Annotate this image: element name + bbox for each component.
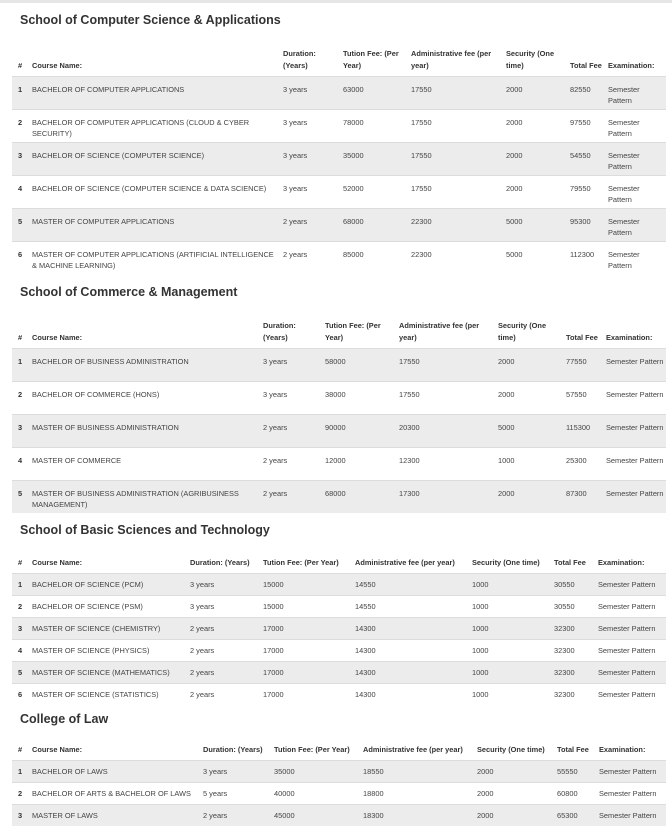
course-name: MASTER OF COMPUTER APPLICATIONS	[30, 208, 281, 241]
section-title: School of Basic Sciences and Technology	[20, 523, 270, 537]
total-fee: 32300	[552, 683, 596, 705]
course-name: BACHELOR OF SCIENCE (PSM)	[30, 595, 188, 617]
header-total-fee: Total Fee	[557, 744, 589, 754]
header-number: #	[18, 744, 23, 754]
security-fee: 2000	[504, 175, 568, 208]
course-name: BACHELOR OF COMMERCE (HONS)	[30, 381, 261, 414]
table-row	[12, 175, 666, 208]
security-fee: 2000	[504, 109, 568, 142]
examination: Semester Pattern	[596, 573, 666, 595]
table-row	[12, 639, 666, 661]
duration: 3 years	[281, 175, 341, 208]
section-title: School of Computer Science & Applications	[20, 13, 281, 27]
security-fee: 5000	[496, 414, 564, 447]
total-fee: 32300	[552, 617, 596, 639]
header-tuition-fee: Tution Fee: (Per Year)	[263, 557, 339, 567]
admin-fee: 14300	[353, 683, 470, 705]
total-fee: 57550	[564, 381, 604, 414]
header-examination: Examination:	[608, 60, 655, 70]
header-course-name: Course Name:	[32, 557, 83, 567]
tuition-fee: 15000	[261, 595, 353, 617]
row-number: 3	[12, 142, 30, 175]
admin-fee: 14300	[353, 617, 470, 639]
security-fee: 2000	[504, 142, 568, 175]
header-security: Security (One time)	[498, 320, 547, 342]
top-divider	[0, 0, 672, 3]
fee-table	[12, 556, 666, 705]
total-fee: 25300	[564, 447, 604, 480]
table-header-row	[12, 318, 666, 348]
table-row	[12, 241, 666, 274]
course-name: BACHELOR OF SCIENCE (COMPUTER SCIENCE)	[30, 142, 281, 175]
total-fee: 54550	[568, 142, 606, 175]
security-fee: 2000	[504, 76, 568, 109]
examination: Semester Pattern	[597, 804, 666, 826]
security-fee: 2000	[496, 348, 564, 381]
row-number: 3	[12, 804, 30, 826]
row-number: 2	[12, 595, 30, 617]
section-title: College of Law	[20, 712, 109, 726]
header-duration: Duration: (Years)	[203, 744, 263, 754]
admin-fee: 14300	[353, 661, 470, 683]
total-fee: 97550	[568, 109, 606, 142]
header-number: #	[18, 60, 23, 70]
tuition-fee: 40000	[272, 782, 361, 804]
total-fee: 32300	[552, 639, 596, 661]
table-row	[12, 661, 666, 683]
table-row	[12, 617, 666, 639]
duration: 2 years	[261, 414, 323, 447]
total-fee: 55550	[555, 760, 597, 782]
total-fee: 65300	[555, 804, 597, 826]
row-number: 1	[12, 76, 30, 109]
fee-table	[12, 743, 666, 826]
tuition-fee: 17000	[261, 639, 353, 661]
examination: Semester Pattern	[604, 348, 666, 381]
tuition-fee: 58000	[323, 348, 397, 381]
examination: Semester Pattern	[606, 142, 666, 175]
row-number: 2	[12, 381, 30, 414]
admin-fee: 17300	[397, 480, 496, 513]
duration: 3 years	[281, 109, 341, 142]
table-row	[12, 414, 666, 447]
duration: 3 years	[201, 760, 272, 782]
examination: Semester Pattern	[606, 241, 666, 274]
security-fee: 1000	[470, 639, 552, 661]
header-duration: Duration: (Years)	[283, 48, 316, 70]
header-course-name: Course Name:	[32, 60, 83, 70]
security-fee: 2000	[496, 381, 564, 414]
table-row	[12, 595, 666, 617]
security-fee: 2000	[475, 782, 555, 804]
duration: 2 years	[261, 447, 323, 480]
admin-fee: 17550	[409, 76, 504, 109]
course-name: MASTER OF SCIENCE (PHYSICS)	[30, 639, 188, 661]
header-security: Security (One time)	[506, 48, 555, 70]
table-row	[12, 683, 666, 705]
course-name: BACHELOR OF COMPUTER APPLICATIONS (CLOUD & CYBER SECURITY)	[30, 109, 281, 142]
row-number: 5	[12, 208, 30, 241]
tuition-fee: 17000	[261, 617, 353, 639]
course-name: MASTER OF LAWS	[30, 804, 201, 826]
tuition-fee: 17000	[261, 683, 353, 705]
fee-table	[12, 318, 666, 513]
table-row	[12, 760, 666, 782]
header-admin-fee: Administrative fee (per year)	[355, 557, 455, 567]
examination: Semester Pattern	[604, 480, 666, 513]
duration: 2 years	[188, 661, 261, 683]
course-name: MASTER OF COMMERCE	[30, 447, 261, 480]
security-fee: 1000	[496, 447, 564, 480]
header-examination: Examination:	[599, 744, 646, 754]
admin-fee: 22300	[409, 208, 504, 241]
row-number: 1	[12, 573, 30, 595]
table-row	[12, 480, 666, 513]
duration: 2 years	[188, 683, 261, 705]
course-name: MASTER OF BUSINESS ADMINISTRATION (AGRIBUSINESS MANAGEMENT)	[30, 480, 261, 513]
table-row	[12, 208, 666, 241]
header-course-name: Course Name:	[32, 744, 83, 754]
table-row	[12, 573, 666, 595]
security-fee: 1000	[470, 573, 552, 595]
admin-fee: 17550	[409, 142, 504, 175]
examination: Semester Pattern	[596, 683, 666, 705]
header-course-name: Course Name:	[32, 332, 83, 342]
total-fee: 87300	[564, 480, 604, 513]
admin-fee: 18300	[361, 804, 475, 826]
total-fee: 60800	[555, 782, 597, 804]
header-examination: Examination:	[606, 332, 653, 342]
security-fee: 2000	[475, 760, 555, 782]
row-number: 2	[12, 109, 30, 142]
duration: 3 years	[188, 595, 261, 617]
security-fee: 2000	[475, 804, 555, 826]
row-number: 3	[12, 617, 30, 639]
header-duration: Duration: (Years)	[263, 320, 296, 342]
tuition-fee: 35000	[341, 142, 409, 175]
header-duration: Duration: (Years)	[190, 557, 250, 567]
examination: Semester Pattern	[596, 639, 666, 661]
header-security: Security (One time)	[472, 557, 540, 567]
header-admin-fee: Administrative fee (per year)	[363, 744, 463, 754]
total-fee: 30550	[552, 595, 596, 617]
examination: Semester Pattern	[596, 617, 666, 639]
total-fee: 82550	[568, 76, 606, 109]
course-name: BACHELOR OF SCIENCE (COMPUTER SCIENCE & DATA SCIENCE)	[30, 175, 281, 208]
security-fee: 5000	[504, 241, 568, 274]
examination: Semester Pattern	[597, 782, 666, 804]
total-fee: 95300	[568, 208, 606, 241]
table-row	[12, 348, 666, 381]
header-total-fee: Total Fee	[554, 557, 586, 567]
security-fee: 1000	[470, 617, 552, 639]
section-title: School of Commerce & Management	[20, 285, 238, 299]
course-name: MASTER OF COMPUTER APPLICATIONS (ARTIFICIAL INTELLIGENCE & MACHINE LEARNING)	[30, 241, 281, 274]
fee-table	[12, 46, 666, 274]
tuition-fee: 17000	[261, 661, 353, 683]
admin-fee: 14550	[353, 573, 470, 595]
table-row	[12, 76, 666, 109]
course-name: MASTER OF BUSINESS ADMINISTRATION	[30, 414, 261, 447]
security-fee: 2000	[496, 480, 564, 513]
tuition-fee: 68000	[341, 208, 409, 241]
admin-fee: 18800	[361, 782, 475, 804]
row-number: 4	[12, 639, 30, 661]
admin-fee: 17550	[397, 381, 496, 414]
admin-fee: 14300	[353, 639, 470, 661]
tuition-fee: 45000	[272, 804, 361, 826]
examination: Semester Pattern	[604, 381, 666, 414]
total-fee: 79550	[568, 175, 606, 208]
total-fee: 115300	[564, 414, 604, 447]
header-total-fee: Total Fee	[566, 332, 598, 342]
table-header-row	[12, 46, 666, 76]
row-number: 6	[12, 241, 30, 274]
tuition-fee: 90000	[323, 414, 397, 447]
admin-fee: 18550	[361, 760, 475, 782]
header-admin-fee: Administrative fee (per year)	[399, 320, 480, 342]
tuition-fee: 85000	[341, 241, 409, 274]
course-name: MASTER OF SCIENCE (CHEMISTRY)	[30, 617, 188, 639]
course-name: MASTER OF SCIENCE (STATISTICS)	[30, 683, 188, 705]
tuition-fee: 12000	[323, 447, 397, 480]
tuition-fee: 52000	[341, 175, 409, 208]
tuition-fee: 68000	[323, 480, 397, 513]
duration: 2 years	[281, 208, 341, 241]
table-row	[12, 447, 666, 480]
table-row	[12, 381, 666, 414]
course-name: BACHELOR OF LAWS	[30, 760, 201, 782]
row-number: 4	[12, 447, 30, 480]
header-tuition-fee: Tution Fee: (Per Year)	[343, 48, 399, 70]
admin-fee: 22300	[409, 241, 504, 274]
admin-fee: 17550	[397, 348, 496, 381]
duration: 2 years	[281, 241, 341, 274]
duration: 3 years	[261, 348, 323, 381]
duration: 2 years	[201, 804, 272, 826]
row-number: 3	[12, 414, 30, 447]
course-name: BACHELOR OF SCIENCE (PCM)	[30, 573, 188, 595]
total-fee: 32300	[552, 661, 596, 683]
row-number: 1	[12, 760, 30, 782]
tuition-fee: 63000	[341, 76, 409, 109]
security-fee: 1000	[470, 595, 552, 617]
admin-fee: 14550	[353, 595, 470, 617]
examination: Semester Pattern	[606, 208, 666, 241]
header-number: #	[18, 557, 23, 567]
header-number: #	[18, 332, 23, 342]
table-row	[12, 804, 666, 826]
admin-fee: 20300	[397, 414, 496, 447]
examination: Semester Pattern	[606, 175, 666, 208]
row-number: 5	[12, 661, 30, 683]
course-name: BACHELOR OF BUSINESS ADMINISTRATION	[30, 348, 261, 381]
admin-fee: 17550	[409, 175, 504, 208]
header-total-fee: Total Fee	[570, 60, 602, 70]
header-tuition-fee: Tution Fee: (Per Year)	[274, 744, 350, 754]
examination: Semester Pattern	[606, 76, 666, 109]
examination: Semester Pattern	[604, 447, 666, 480]
table-row	[12, 782, 666, 804]
table-header-row	[12, 743, 666, 760]
total-fee: 112300	[568, 241, 606, 274]
header-admin-fee: Administrative fee (per year)	[411, 48, 492, 70]
header-security: Security (One time)	[477, 744, 545, 754]
duration: 5 years	[201, 782, 272, 804]
tuition-fee: 35000	[272, 760, 361, 782]
admin-fee: 12300	[397, 447, 496, 480]
row-number: 6	[12, 683, 30, 705]
duration: 3 years	[188, 573, 261, 595]
header-tuition-fee: Tution Fee: (Per Year)	[325, 320, 381, 342]
tuition-fee: 15000	[261, 573, 353, 595]
total-fee: 30550	[552, 573, 596, 595]
header-examination: Examination:	[598, 557, 645, 567]
row-number: 1	[12, 348, 30, 381]
row-number: 4	[12, 175, 30, 208]
duration: 3 years	[281, 142, 341, 175]
table-row	[12, 109, 666, 142]
tuition-fee: 78000	[341, 109, 409, 142]
total-fee: 77550	[564, 348, 604, 381]
course-name: BACHELOR OF COMPUTER APPLICATIONS	[30, 76, 281, 109]
row-number: 2	[12, 782, 30, 804]
duration: 3 years	[261, 381, 323, 414]
course-name: BACHELOR OF ARTS & BACHELOR OF LAWS	[30, 782, 201, 804]
examination: Semester Pattern	[596, 595, 666, 617]
security-fee: 1000	[470, 661, 552, 683]
examination: Semester Pattern	[597, 760, 666, 782]
course-name: MASTER OF SCIENCE (MATHEMATICS)	[30, 661, 188, 683]
examination: Semester Pattern	[604, 414, 666, 447]
duration: 2 years	[188, 639, 261, 661]
security-fee: 5000	[504, 208, 568, 241]
duration: 3 years	[281, 76, 341, 109]
duration: 2 years	[188, 617, 261, 639]
duration: 2 years	[261, 480, 323, 513]
tuition-fee: 38000	[323, 381, 397, 414]
table-header-row	[12, 556, 666, 573]
table-row	[12, 142, 666, 175]
examination: Semester Pattern	[606, 109, 666, 142]
examination: Semester Pattern	[596, 661, 666, 683]
row-number: 5	[12, 480, 30, 513]
security-fee: 1000	[470, 683, 552, 705]
admin-fee: 17550	[409, 109, 504, 142]
